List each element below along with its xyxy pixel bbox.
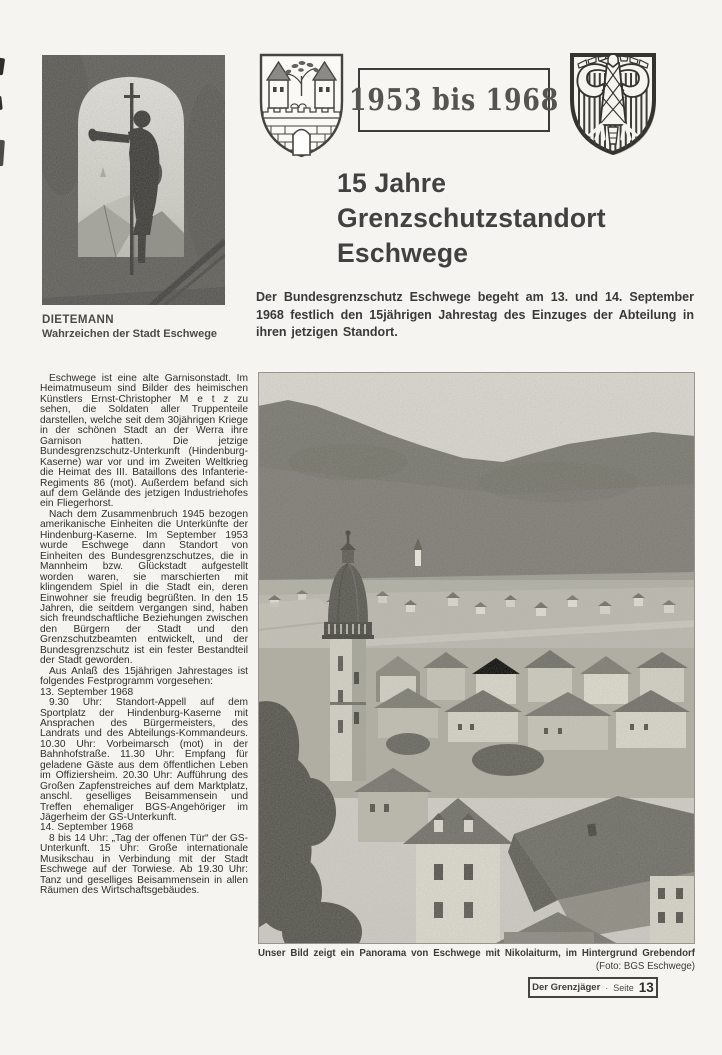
program-date-heading: 14. September 1968 — [40, 822, 134, 834]
panorama-photo — [258, 372, 695, 944]
dietemann-caption — [42, 314, 252, 340]
scan-artifact — [0, 140, 5, 166]
dietemann-caption-subtitle: Wahrzeichen der Stadt Eschwege — [42, 328, 218, 340]
article-body-column — [40, 374, 248, 897]
body-paragraph: Eschwege ist eine alte Garnisonstadt. Im Heimatmuseum sind Bilder des heimischen Künstlers Ernst-Christopher M e t z zu sehen, die Soldaten aller Truppenteile darstellen, welche seit dem 30jährigen Kriege in der schönen Stadt an der Werra ihre Garnison hatten. Die jetzige Bundesgrenzschutz-Unterkunft (Hindenburg-Kaserne) war vor und im Zweiten Weltkrieg die Heimat des III. Bataillons des Infanterie-Regiments 86 (mot). Außerdem befand sich auf dem Gelände des jetzigen Industriehofes ein Fliegerhorst. — [40, 373, 248, 510]
program-date-heading: 13. September 1968 — [40, 686, 134, 698]
title-line-1: 15 Jahre — [337, 168, 447, 198]
anniversary-banner-text: 1953 bis 1968 — [348, 82, 560, 118]
article-title — [337, 166, 606, 271]
scan-artifact — [0, 58, 5, 76]
photo-credit: (Foto: BGS Eschwege) — [595, 960, 695, 972]
dietemann-photo — [42, 55, 225, 305]
page-word: Seite — [613, 982, 634, 993]
page-number: 13 — [638, 979, 654, 995]
federal-eagle-coat-of-arms-icon — [566, 51, 660, 158]
panorama-caption-text: Unser Bild zeigt ein Panorama von Eschwege mit Nikolaiturm, im Hintergrund Grebendorf — [258, 948, 695, 959]
article-intro: Der Bundesgrenzschutz Eschwege begeht am 13. und 14. September 1968 festlich den 15jährigen Jahrestag des Einzuges der Abteilung in ihren jetzigen Standort. — [256, 290, 694, 340]
body-paragraph: 9.30 Uhr: Standort-Appell auf dem Sportplatz der Hindenburg-Kaserne mit Ansprachen des Bürgermeisters, des Landrats und des Abteilungs-Kommandeurs. 10.30 Uhr: Vorbeimarsch (mot) in der Bahnhofstraße. 11.30 Uhr: Empfang für geladene Gäste aus dem öffentlichen Leben im Offiziersheim. 20.30 Uhr: Aufführung des Großen Zapfenstreiches auf dem Marktplatz, anschl. geselliges Beisammensein und Treffen ehemaliger BGS-Angehöriger im Jägerheim der GS-Unterkunft. — [40, 697, 248, 824]
title-line-3: Eschwege — [337, 238, 469, 268]
panorama-caption — [258, 948, 695, 972]
footer-separator: · — [605, 982, 609, 993]
body-paragraph: Nach dem Zusammenbruch 1945 bezogen amerikanische Einheiten die Unterkünfte der Hindenburg-Kaserne. Im September 1953 wurde Eschwege dann Standort von Einheiten des Bundesgrenzschutzes, die in Mannheim bzw. Glückstadt aufgestellt worden waren, sie marschierten mit klingendem Spiel in die Stadt ein, deren Einwohner sie freudig begrüßten. In den 15 Jahren, die seitdem vergangen sind, haben sich freundschaftliche Beziehungen zwischen den Bürgern der Stadt und den Grenzschutzbeamten entwickelt, und der Bundesgrenzschutz ist ein fester Bestandteil der Stadt geworden. — [40, 508, 248, 667]
body-paragraph: 8 bis 14 Uhr: „Tag der offenen Tür“ der GS-Unterkunft. 15 Uhr: Große internationale Musikschau in Verbindung mit der Stadt Eschwege auf der Torwiese. Ab 19.30 Uhr: Tanz und geselliges Beisammensein in allen Räumen des Wirtschaftsgebäudes. — [40, 832, 248, 897]
anniversary-banner — [348, 68, 560, 132]
title-line-2: Grenzschutzstandort — [337, 203, 606, 233]
body-paragraph: Aus Anlaß des 15jährigen Jahrestages ist folgendes Festprogramm vorgesehen: — [40, 665, 248, 688]
scan-artifact — [0, 96, 3, 111]
journal-name: Der Grenzjäger — [532, 982, 601, 993]
dietemann-caption-title: DIETEMANN — [42, 314, 114, 326]
eschwege-coat-of-arms-icon — [255, 50, 348, 161]
page-footer-box — [528, 977, 658, 998]
